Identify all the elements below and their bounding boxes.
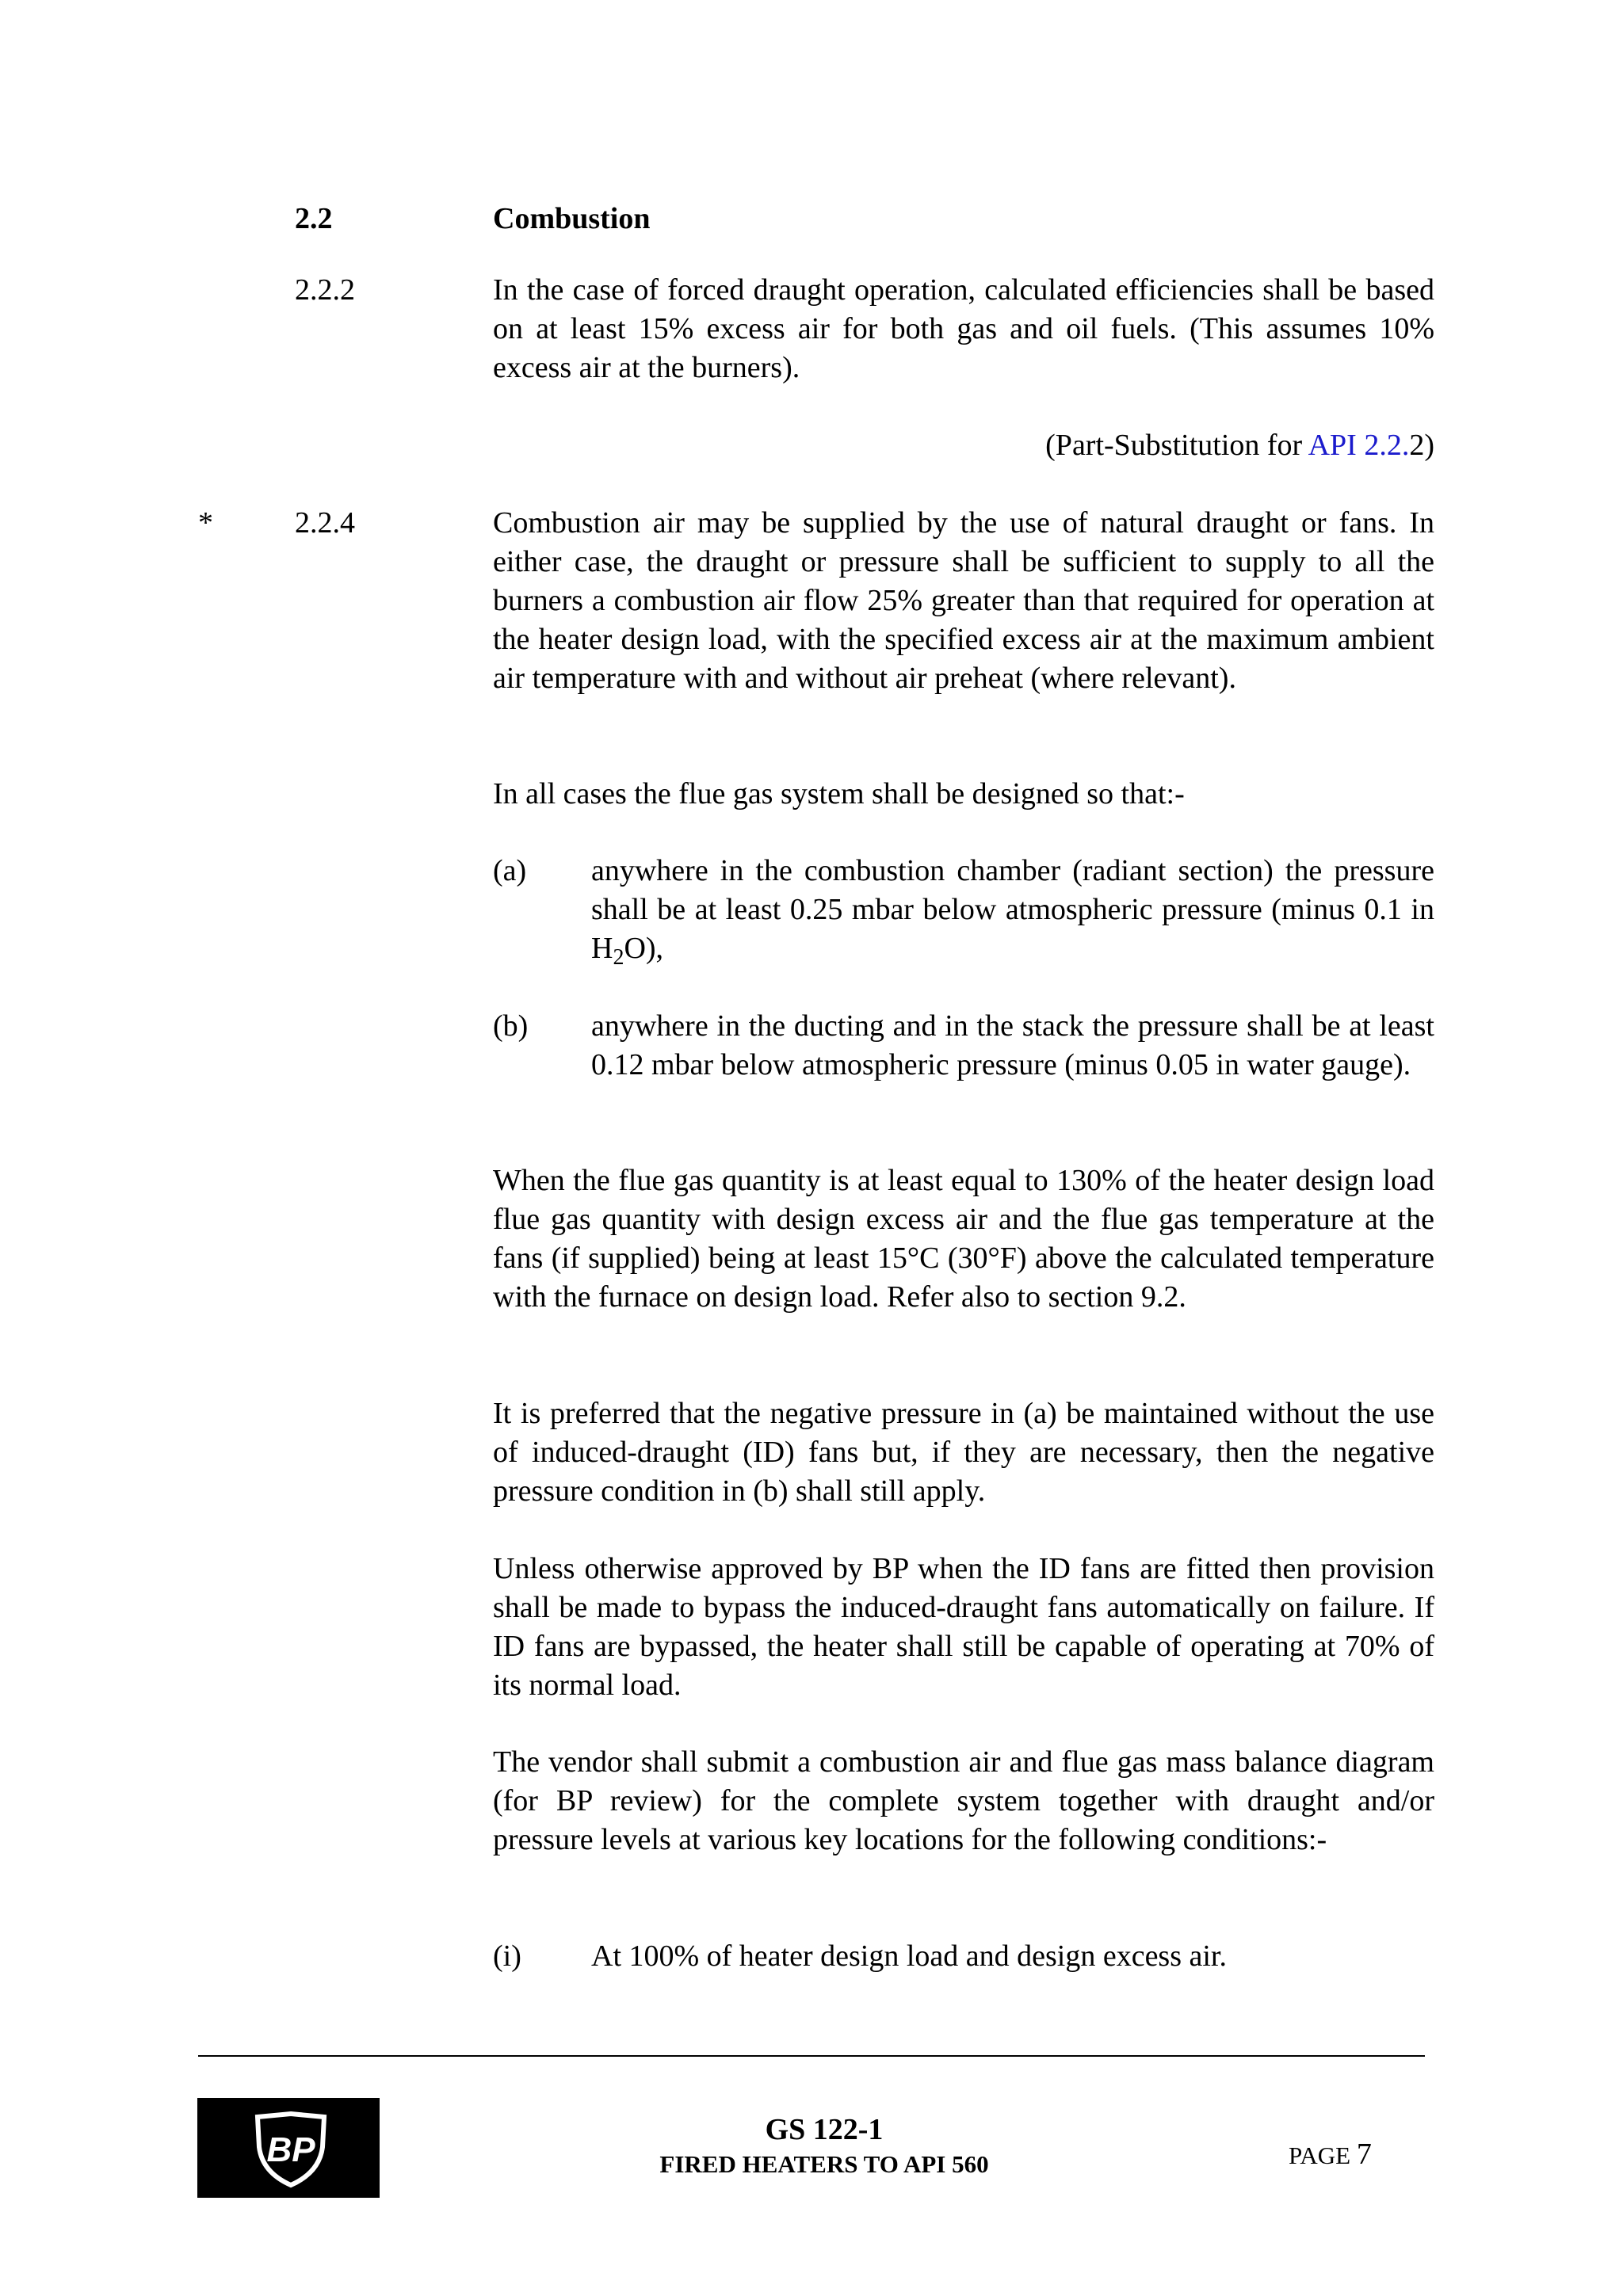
clause-paragraph: The vendor shall submit a combustion air and flue gas mass balance diagram (for BP review) for the complete system together with draught and/or pressure levels at various key locations for the following conditions:- (493, 1745, 1434, 1856)
reference-prefix: (Part-Substitution for (1045, 429, 1308, 462)
list-item-text-main: anywhere in the combustion chamber (radiant section) the pressure shall be at least 0.25 mbar below atmospheric pressure (minus 0.1 in H (591, 854, 1434, 965)
page-label: PAGE (1289, 2142, 1351, 2169)
clause-paragraph: Unless otherwise approved by BP when the ID fans are fitted then provision shall be made to bypass the induced-draught fans automatically on failure. If ID fans are bypassed, the heater shall still be capable of operating at 70% of its normal load. (493, 1552, 1434, 1702)
reference-suffix: 2) (1409, 429, 1434, 462)
change-marker: * (198, 506, 213, 540)
substitution-reference (792, 426, 1434, 465)
list-item-text-end: O), (624, 932, 664, 965)
list-item-label: (a) (493, 854, 527, 887)
list-item-label: (b) (493, 1009, 529, 1043)
document-code: GS 122-1 (765, 2113, 884, 2146)
list-item-text (591, 852, 1434, 968)
clause-paragraph: Combustion air may be supplied by the use of natural draught or fans. In either case, the draught or pressure shall be sufficient to supply to all the burners a combustion air flow 25% greater than that required for operation at the heater design load, with the specified excess air at the maximum ambient air temperature with and without air preheat (where relevant). (493, 506, 1434, 695)
api-reference-link[interactable]: API 2.2. (1308, 429, 1410, 462)
bp-shield-icon (197, 2098, 380, 2198)
clause-text: In the case of forced draught operation, calculated efficiencies shall be based on at least 15% excess air for both gas and oil fuels. (This assumes 10% excess air at the burners). (493, 273, 1434, 384)
bp-logo (197, 2098, 380, 2198)
clause-paragraph: In all cases the flue gas system shall be designed so that:- (493, 777, 1185, 810)
bp-logo-text: BP (266, 2130, 315, 2169)
list-item-label: (i) (493, 1939, 521, 1973)
document-title: FIRED HEATERS TO API 560 (659, 2150, 989, 2178)
page-indicator (1289, 2138, 1372, 2172)
list-item-text: anywhere in the ducting and in the stack the pressure shall be at least 0.12 mbar below atmospheric pressure (minus 0.05 in water gauge). (591, 1009, 1434, 1081)
clause-paragraph: It is preferred that the negative pressure in (a) be maintained without the use of induced-draught (ID) fans but, if they are necessary, then the negative pressure condition in (b) shall still apply. (493, 1397, 1434, 1508)
subscript-two: 2 (613, 945, 624, 970)
page-number: 7 (1356, 2138, 1372, 2171)
clause-paragraph: When the flue gas quantity is at least equal to 130% of the heater design load flue gas quantity with design excess air and the flue gas temperature at the fans (if supplied) being at least 15°C (30°F) above the calculated temperature with the furnace on design load. Refer also to section 9.2. (493, 1164, 1434, 1314)
clause-number: 2.2.2 (295, 273, 355, 307)
list-item-text: At 100% of heater design load and design excess air. (591, 1939, 1227, 1973)
section-title: Combustion (493, 202, 651, 235)
section-number: 2.2 (295, 202, 333, 235)
footer-divider (198, 2055, 1425, 2057)
clause-number: 2.2.4 (295, 506, 355, 540)
